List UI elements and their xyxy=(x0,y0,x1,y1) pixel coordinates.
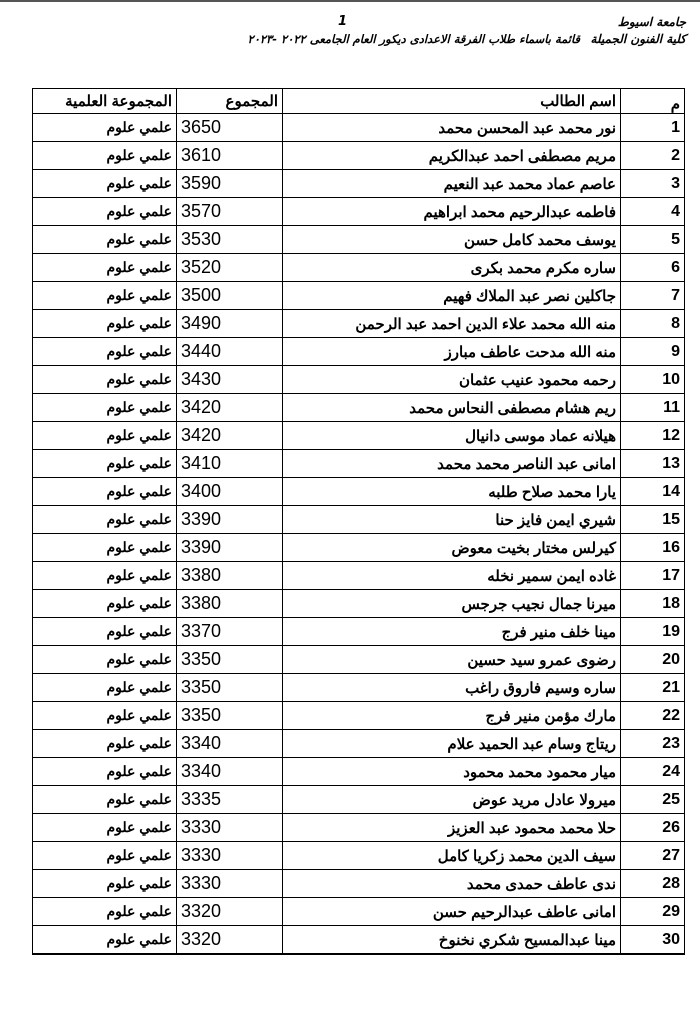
student-name: عاصم عماد محمد عبد النعيم xyxy=(283,170,621,198)
row-number: 25 xyxy=(621,786,685,814)
academic-group: علمي علوم xyxy=(33,254,177,282)
column-header-group: المجموعة العلمية xyxy=(33,89,177,114)
row-number: 24 xyxy=(621,758,685,786)
academic-group: علمي علوم xyxy=(33,786,177,814)
table-row xyxy=(33,170,685,198)
student-name: مينا عبدالمسيح شكري نخنوخ xyxy=(283,926,621,955)
faculty-name: كلية الفنون الجميلة xyxy=(590,32,686,46)
table-row xyxy=(33,394,685,422)
student-name: ساره وسيم فاروق راغب xyxy=(283,674,621,702)
academic-group: علمي علوم xyxy=(33,506,177,534)
table-row xyxy=(33,786,685,814)
student-name: غاده ايمن سمير نخله xyxy=(283,562,621,590)
row-number: 8 xyxy=(621,310,685,338)
table-row xyxy=(33,562,685,590)
academic-group: علمي علوم xyxy=(33,198,177,226)
row-number: 21 xyxy=(621,674,685,702)
academic-group: علمي علوم xyxy=(33,870,177,898)
table-row xyxy=(33,646,685,674)
academic-group: علمي علوم xyxy=(33,590,177,618)
table-row xyxy=(33,674,685,702)
student-name: هيلانه عماد موسى دانيال xyxy=(283,422,621,450)
student-name: منه الله محمد علاء الدين احمد عبد الرحمن xyxy=(283,310,621,338)
total-score: 3570 xyxy=(177,198,283,226)
student-name: رحمه محمود عنيب عثمان xyxy=(283,366,621,394)
total-score: 3440 xyxy=(177,338,283,366)
document-title: قائمة باسماء طلاب الفرقة الاعدادى ديكور العام الجامعى ٢٠٢٢ -٢٠٢٣ xyxy=(247,32,580,46)
academic-group: علمي علوم xyxy=(33,310,177,338)
table-row xyxy=(33,198,685,226)
total-score: 3330 xyxy=(177,814,283,842)
table-row xyxy=(33,282,685,310)
row-number: 18 xyxy=(621,590,685,618)
table-row xyxy=(33,842,685,870)
row-number: 26 xyxy=(621,814,685,842)
total-score: 3500 xyxy=(177,282,283,310)
column-header-number: م xyxy=(621,89,685,114)
student-name: ندى عاطف حمدى محمد xyxy=(283,870,621,898)
top-border-line xyxy=(0,0,700,2)
row-number: 5 xyxy=(621,226,685,254)
table-row xyxy=(33,338,685,366)
row-number: 17 xyxy=(621,562,685,590)
student-name: حلا محمد محمود عبد العزيز xyxy=(283,814,621,842)
academic-group: علمي علوم xyxy=(33,282,177,310)
row-number: 12 xyxy=(621,422,685,450)
student-name: مينا خلف منير فرج xyxy=(283,618,621,646)
total-score: 3350 xyxy=(177,674,283,702)
row-number: 28 xyxy=(621,870,685,898)
total-score: 3650 xyxy=(177,114,283,142)
total-score: 3490 xyxy=(177,310,283,338)
academic-group: علمي علوم xyxy=(33,618,177,646)
student-name: مارك مؤمن منير فرج xyxy=(283,702,621,730)
table-row xyxy=(33,226,685,254)
student-name: ساره مكرم محمد بكرى xyxy=(283,254,621,282)
table-row xyxy=(33,478,685,506)
student-name: سيف الدين محمد زكريا كامل xyxy=(283,842,621,870)
student-name: رضوى عمرو سيد حسين xyxy=(283,646,621,674)
table-row xyxy=(33,870,685,898)
total-score: 3390 xyxy=(177,534,283,562)
academic-group: علمي علوم xyxy=(33,394,177,422)
table-row xyxy=(33,534,685,562)
student-name: فاطمه عبدالرحيم محمد ابراهيم xyxy=(283,198,621,226)
table-row xyxy=(33,254,685,282)
row-number: 27 xyxy=(621,842,685,870)
academic-group: علمي علوم xyxy=(33,898,177,926)
total-score: 3380 xyxy=(177,590,283,618)
student-name: نور محمد عبد المحسن محمد xyxy=(283,114,621,142)
academic-group: علمي علوم xyxy=(33,422,177,450)
academic-group: علمي علوم xyxy=(33,814,177,842)
student-name: شيري ايمن فايز حنا xyxy=(283,506,621,534)
academic-group: علمي علوم xyxy=(33,142,177,170)
row-number: 30 xyxy=(621,926,685,955)
student-name: ميرولا عادل مريد عوض xyxy=(283,786,621,814)
table-row xyxy=(33,618,685,646)
row-number: 23 xyxy=(621,730,685,758)
total-score: 3420 xyxy=(177,394,283,422)
total-score: 3410 xyxy=(177,450,283,478)
row-number: 2 xyxy=(621,142,685,170)
row-number: 19 xyxy=(621,618,685,646)
total-score: 3320 xyxy=(177,926,283,955)
student-name: امانى عبد الناصر محمد محمد xyxy=(283,450,621,478)
table-row xyxy=(33,702,685,730)
table-row xyxy=(33,114,685,142)
row-number: 20 xyxy=(621,646,685,674)
academic-group: علمي علوم xyxy=(33,450,177,478)
academic-group: علمي علوم xyxy=(33,226,177,254)
academic-group: علمي علوم xyxy=(33,338,177,366)
student-name: امانى عاطف عبدالرحيم حسن xyxy=(283,898,621,926)
academic-group: علمي علوم xyxy=(33,758,177,786)
total-score: 3380 xyxy=(177,562,283,590)
row-number: 14 xyxy=(621,478,685,506)
row-number: 10 xyxy=(621,366,685,394)
student-name: يوسف محمد كامل حسن xyxy=(283,226,621,254)
total-score: 3400 xyxy=(177,478,283,506)
total-score: 3320 xyxy=(177,898,283,926)
page-number: 1 xyxy=(338,14,348,29)
table-row xyxy=(33,142,685,170)
row-number: 22 xyxy=(621,702,685,730)
row-number: 29 xyxy=(621,898,685,926)
total-score: 3590 xyxy=(177,170,283,198)
student-name: ريم هشام مصطفى النحاس محمد xyxy=(283,394,621,422)
total-score: 3335 xyxy=(177,786,283,814)
total-score: 3350 xyxy=(177,702,283,730)
total-score: 3330 xyxy=(177,842,283,870)
academic-group: علمي علوم xyxy=(33,842,177,870)
university-name: جامعة اسيوط xyxy=(617,15,686,29)
total-score: 3420 xyxy=(177,422,283,450)
column-header-student-name: اسم الطالب xyxy=(283,89,621,114)
row-number: 9 xyxy=(621,338,685,366)
academic-group: علمي علوم xyxy=(33,702,177,730)
student-name: منه الله مدحت عاطف مبارز xyxy=(283,338,621,366)
total-score: 3350 xyxy=(177,646,283,674)
student-name: مريم مصطفى احمد عبدالكريم xyxy=(283,142,621,170)
row-number: 4 xyxy=(621,198,685,226)
academic-group: علمي علوم xyxy=(33,170,177,198)
table-row xyxy=(33,366,685,394)
student-name: يارا محمد صلاح طلبه xyxy=(283,478,621,506)
academic-group: علمي علوم xyxy=(33,478,177,506)
table-row xyxy=(33,926,685,955)
total-score: 3390 xyxy=(177,506,283,534)
total-score: 3330 xyxy=(177,870,283,898)
academic-group: علمي علوم xyxy=(33,366,177,394)
row-number: 3 xyxy=(621,170,685,198)
row-number: 13 xyxy=(621,450,685,478)
table-row xyxy=(33,758,685,786)
student-name: ميرنا جمال نجيب جرجس xyxy=(283,590,621,618)
total-score: 3340 xyxy=(177,758,283,786)
academic-group: علمي علوم xyxy=(33,926,177,955)
row-number: 7 xyxy=(621,282,685,310)
student-name: كيرلس مختار بخيت معوض xyxy=(283,534,621,562)
academic-group: علمي علوم xyxy=(33,646,177,674)
student-name: ميار محمود محمد محمود xyxy=(283,758,621,786)
table-row xyxy=(33,450,685,478)
table-row xyxy=(33,814,685,842)
row-number: 11 xyxy=(621,394,685,422)
table-row xyxy=(33,310,685,338)
academic-group: علمي علوم xyxy=(33,534,177,562)
academic-group: علمي علوم xyxy=(33,730,177,758)
row-number: 15 xyxy=(621,506,685,534)
student-name: ريتاج وسام عبد الحميد علام xyxy=(283,730,621,758)
total-score: 3430 xyxy=(177,366,283,394)
table-row xyxy=(33,590,685,618)
total-score: 3340 xyxy=(177,730,283,758)
student-name: جاكلين نصر عبد الملاك فهيم xyxy=(283,282,621,310)
academic-group: علمي علوم xyxy=(33,562,177,590)
table-row xyxy=(33,730,685,758)
students-table xyxy=(32,88,685,955)
table-header-row xyxy=(33,89,685,114)
row-number: 1 xyxy=(621,114,685,142)
row-number: 6 xyxy=(621,254,685,282)
total-score: 3520 xyxy=(177,254,283,282)
total-score: 3530 xyxy=(177,226,283,254)
academic-group: علمي علوم xyxy=(33,674,177,702)
row-number: 16 xyxy=(621,534,685,562)
total-score: 3370 xyxy=(177,618,283,646)
column-header-total: المجموع xyxy=(177,89,283,114)
total-score: 3610 xyxy=(177,142,283,170)
table-row xyxy=(33,506,685,534)
academic-group: علمي علوم xyxy=(33,114,177,142)
table-row xyxy=(33,898,685,926)
table-row xyxy=(33,422,685,450)
